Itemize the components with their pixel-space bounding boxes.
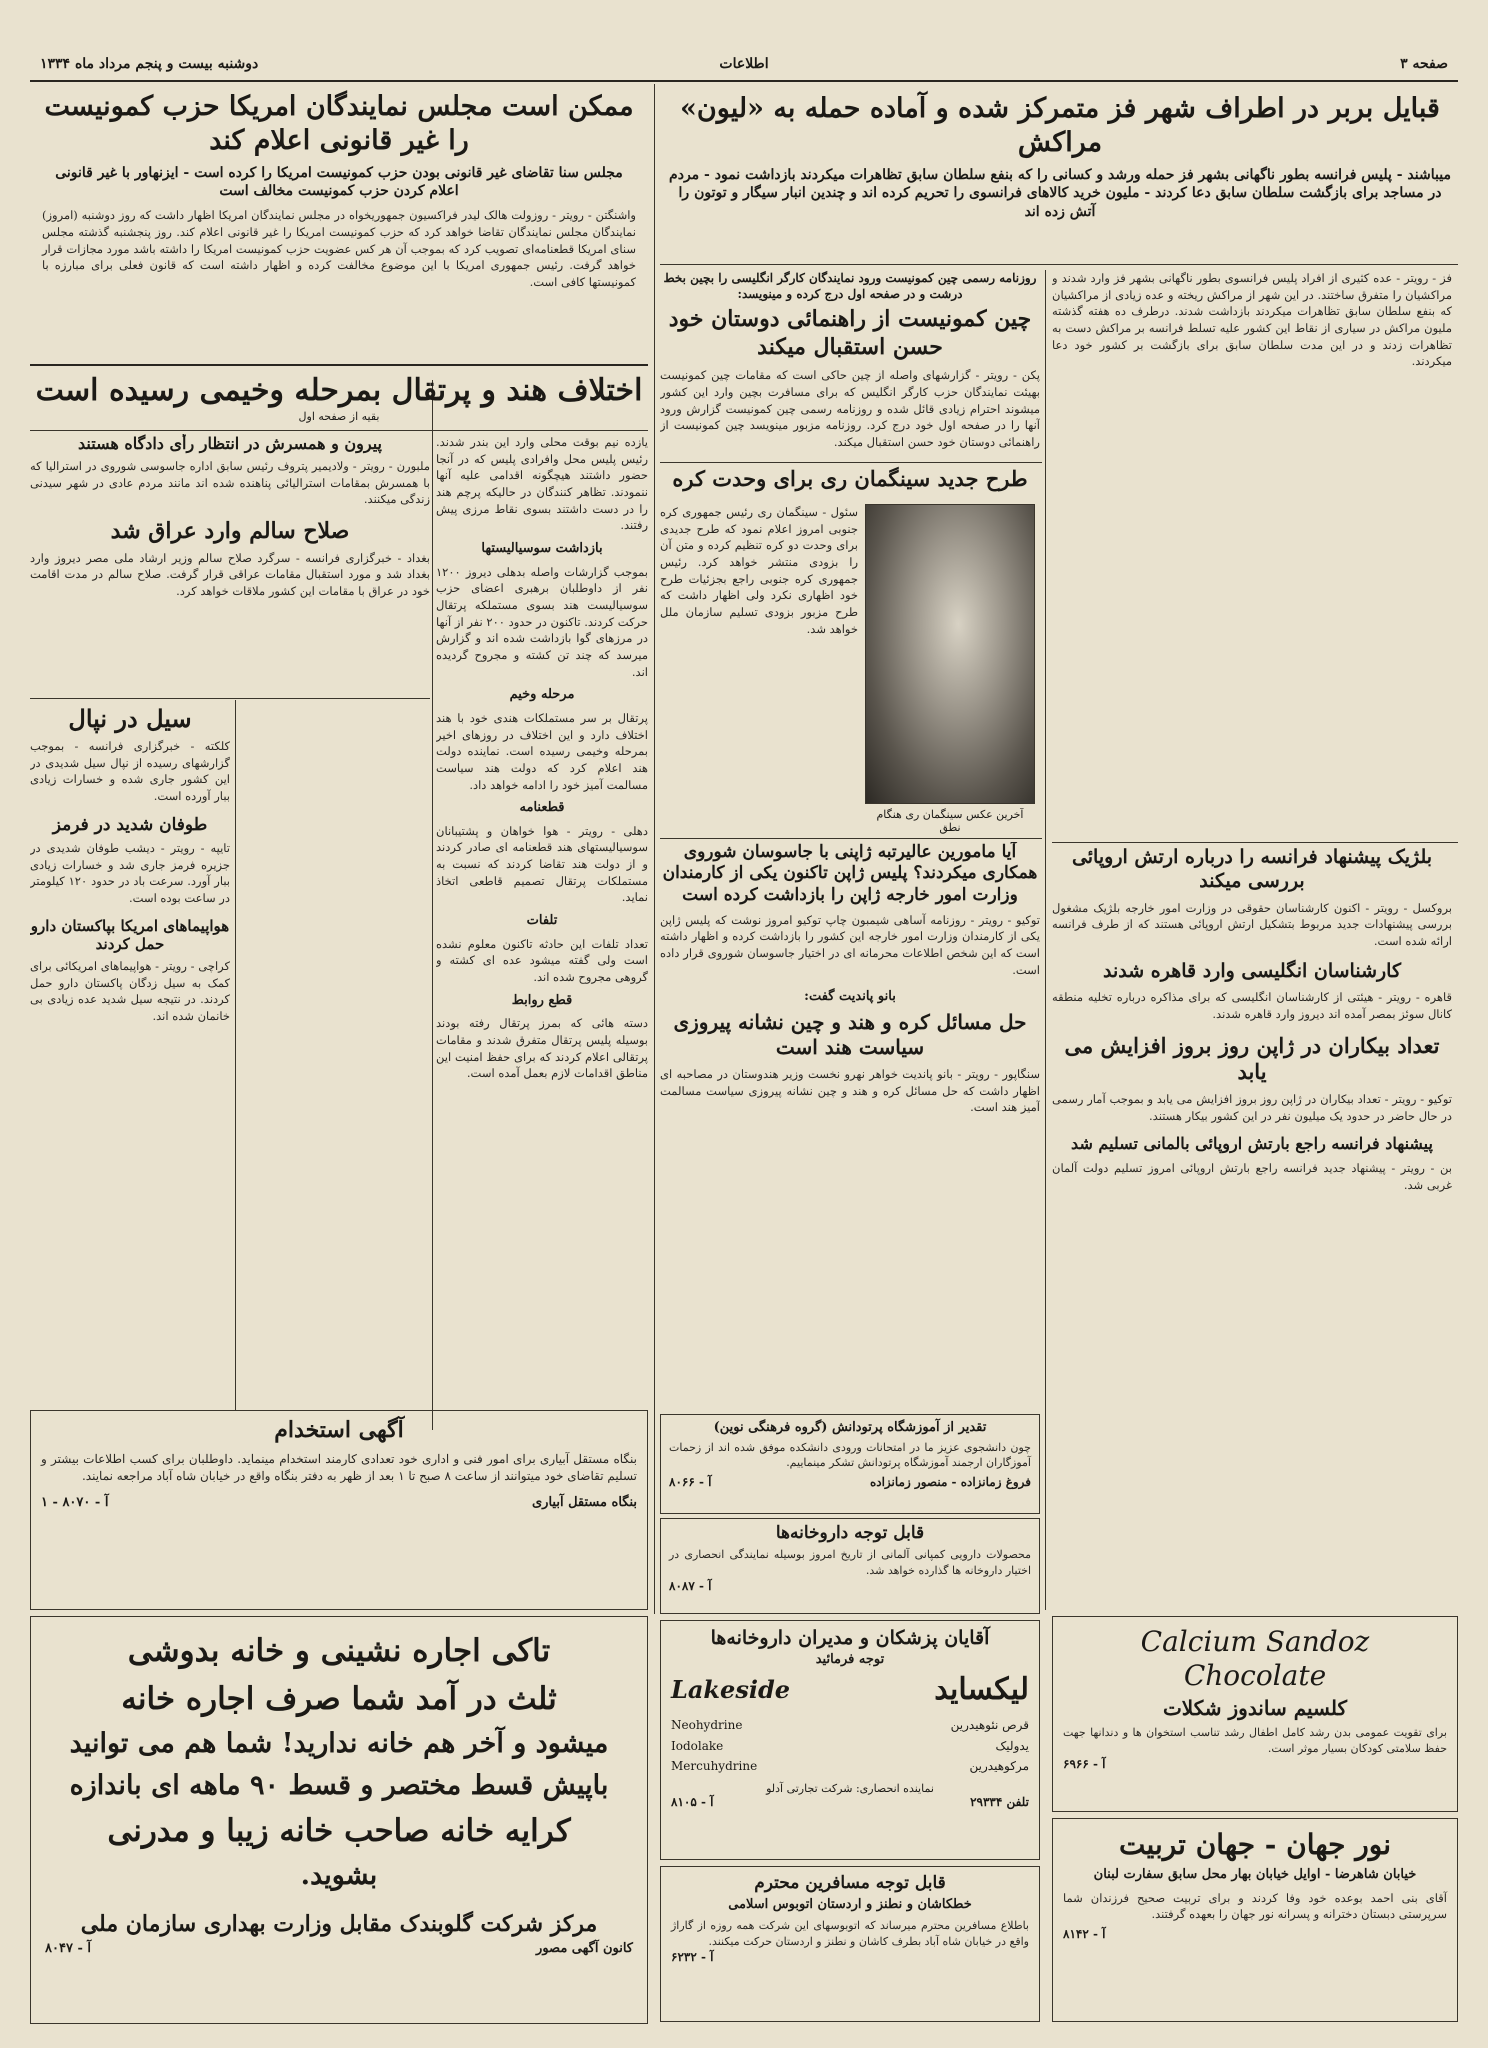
hiring-code: آ - ۸۰۷۰ - ۱ [41, 1495, 109, 1511]
calcium-title-1: Calcium Sandoz [1140, 1625, 1370, 1658]
hiring-notice [30, 1410, 648, 1610]
korea-headline: طرح جدید سینگمان ری برای وحدت کره [672, 466, 1028, 491]
congress-headline: ممکن است مجلس نمایندگان امریکا حزب کمونیست را غیر قانونی اعلام کند [44, 91, 634, 156]
india-portugal-text-2: بموجب گزارشات واصله بدهلی دیروز ۱۲۰۰ نفر از داوطلبان برهبری اعضای حزب سوسیالیست هند بسوی مستملکه پرتقال حرکت کردند. تاکنون در حدود ۲۰۰ نفر از آنها در مرزهای گوا بازداشت شده اند و گزارش میرسد که چند تن کشته و مجروح گردیده اند. [436, 564, 648, 679]
calcium-title-2: Chocolate [1183, 1658, 1327, 1692]
belgium-headline: بلژیک پیشنهاد فرانسه را درباره ارتش اروپائی بررسی میکند [1071, 846, 1433, 892]
lead-article [660, 86, 1460, 262]
salah-headline: صلاح سالم وارد عراق شد [110, 518, 350, 545]
india-portugal-sub-4: تلفات [526, 913, 558, 929]
congress-article [30, 86, 648, 362]
travel-subtitle: خطکاشان و نطنز و اردستان اتوبوس اسلامی [728, 1897, 972, 1913]
rental-code: آ - ۸۰۴۷ [45, 1940, 91, 1956]
china-article [660, 270, 1040, 460]
india-portugal-body [436, 434, 648, 1424]
lakeside-product-1: Neohydrine [671, 1718, 743, 1733]
cairo-body: قاهره - رویتر - هیئتی از کارشناسان انگلیسی که برای مذاکره درباره تخلیه منطقه کانال سوئز بمصر آمده اند دیروز وارد قاهره شدند. [1052, 990, 1452, 1021]
india-portugal-header [30, 368, 648, 428]
lead-subheadline: میباشند - پلیس فرانسه بطور ناگهانی بشهر فز حمله ورشد و کسانی را که بنفع سلطان سابق تظاهرات میکردند بازداشت نمود - مردم در مساجد برای بازگشت سلطان سابق دعا کردند - ملیون خرید کالاهای فرانسوی را تحریم کرده اند و چندین انبار سیگار و توتون را آتش زده اند [669, 166, 1451, 221]
rental-line-5: کرایه خانه صاحب خانه زیبا و مدرنی [107, 1812, 571, 1849]
rental-ad [30, 1616, 648, 2024]
rental-line-1: تاکی اجاره نشینی و خانه بدوشی [127, 1633, 551, 1669]
rhee-photo [865, 504, 1035, 804]
india-portugal-text-4: دهلی - رویتر - هوا خواهان و پشتیبانان سوسیالیستهای هند قطعنامه ای صادر کردند و از دولت هند تقاضا کردند که نسبت به مستملکات پرتقال تصمیم قاطعی اتخاذ نماید. [436, 823, 648, 905]
japan-unemployment-headline: تعداد بیکاران در ژاپن روز بروز افزایش می یابد [1064, 1032, 1440, 1084]
lakeside-phone: تلفن ۲۹۳۳۴ [970, 1795, 1029, 1810]
travel-title: قابل توجه مسافرین محترم [754, 1873, 946, 1893]
travel-code: آ - ۶۲۳۲ [671, 1949, 714, 1964]
school-notice-code: آ - ۸۰۶۶ [669, 1475, 712, 1490]
rental-agency: کانون آگهی مصور [536, 1940, 633, 1956]
lakeside-product-fa-3: مرکوهیدرین [969, 1759, 1029, 1774]
belgium-body: بروکسل - رویتر - اکنون کارشناسان حقوقی در وزارت امور خارجه بلژیک مشغول بررسی پیشنهادات جدید مربوط بتشکیل ارتش اروپائی هستند که از طرف فرانسه ارائه شده است. [1052, 900, 1452, 948]
calcium-sandoz-ad [1052, 1616, 1458, 1812]
typhoon-body: تایپه - رویتر - دیشب طوفان شدیدی در جزیره فرمز جاری شد و خسارات زیادی ببار آورد. سرعت باد در حدود ۱۲۰ کیلومتر در ساعت بوده است. [30, 840, 230, 905]
india-portugal-sub-3: قطعنامه [519, 800, 565, 816]
china-headline: چین کمونیست از راهنمائی دوستان خود حسن استقبال میکند [668, 306, 1032, 360]
pandit-body: سنگاپور - رویتر - بانو پاندیت خواهر نهرو نخست وزیر هندوستان در مصاحبه ای اظهار داشت که حل مسائل کره و هند و چین نشانه پیروزی سیاست مسالمت آمیز هند است. [660, 1066, 1040, 1115]
paper-name: اطلاعات [719, 56, 769, 72]
india-portugal-text-3: پرتقال بر سر مستملکات هندی خود با هند اختلاف دارد و این اختلاف در روزهای اخیر بمرحله وخیمی رسیده است. نماینده دولت هند اعلام کرد که دولت هند سیاست مسالمت آمیز خود را ادامه خواهد داد. [436, 710, 648, 792]
lead-body: فز - رویتر - عده کثیری از افراد پلیس فرانسوی بطور ناگهانی بشهر فز وارد شدند و مراکشیان را متفرق ساختند. در این شهر از مراکش ریخته و عده زیادی از مراکشیان که بنفع سلطان سابق تظاهرات میکردند بازداشت شدند. درطرف ده هفته گذشته ملیون مراکش در سیاری از نقاط این کشور علیه تسلط فرانسه بر مراکش دست به تظاهرات زدند و در این مدت سلطان سابق برای بازگشت بر کشور خود دعا میکردند. [1052, 271, 1452, 369]
right-column-news [1052, 846, 1452, 1606]
pharmacy-notice-title: قابل توجه داروخانه‌ها [775, 1523, 925, 1543]
lakeside-product-fa-2: یدولیک [995, 1738, 1029, 1753]
spy-body: توکیو - رویتر - روزنامه آساهی شیمبون چاپ توکیو امروز نوشت که پلیس ژاپن یکی از کارمندان وزارت امور خارجه این کشور را بازداشت کرده و اظهار داشته است که این شخص اطلاعات محرمانه ای در اختیار جاسوسان شوروی قرار داده است. [660, 912, 1040, 977]
hiring-body: بنگاه مستقل آبیاری برای امور فنی و اداری خود تعدادی کارمند استخدام مینماید. داوطلبان برای کسب اطلاعات بیشتر و تسلیم تقاضای خود میتوانند از ساعت ۸ صبح تا ۱ بعد از ظهر به دفتر بنگاه واقع در خیابان شاه آباد مراجعه نمایند. [41, 1451, 637, 1483]
lakeside-agent: نماینده انحصاری: شرکت تجارتی آدلو [766, 1782, 934, 1796]
india-portugal-sub-2: مرحله وخیم [509, 687, 575, 703]
india-portugal-text-5: تعداد تلفات این حادثه تاکنون معلوم نشده است ولی گفته میشود عده ای کشته و گروهی مجروح شده اند. [436, 936, 648, 984]
typhoon-headline: طوفان شدید در فرمز [52, 814, 208, 835]
lakeside-product-2: Iodolake [671, 1738, 724, 1753]
petrov-headline: پیرون و همسرش در انتظار رأی دادگاه هستند [78, 434, 382, 453]
pandit-headline: حل مسائل کره و هند و چین نشانه پیروزی سیاست هند است [673, 1009, 1027, 1059]
lakeside-product-fa-1: قرص نئوهیدرین [950, 1718, 1029, 1733]
flood-article [30, 704, 230, 1408]
petrov-article [30, 434, 430, 696]
page-number: صفحه ۳ [1400, 56, 1448, 72]
rental-line-2: ثلث در آمد شما صرف اجاره خانه [121, 1681, 557, 1718]
china-body: پکن - رویتر - گزارشهای واصله از چین حاکی است که مقامات چین کمونیست بهیئت نمایندگان حزب کارگر انگلیس که برای مسافرت بچین وارد این کشور میشوند احترام زیادی قائل شده و روزنامه رسمی چین کمونیست گزارش ورود آنها را در صفحه اول خود درج کرد. روزنامه مزبور مینویسد چین کمونیست از راهنمائی دوستان خود حسن استقبال میکند. [660, 368, 1040, 450]
congress-subheadline: مجلس سنا تقاضای غیر قانونی بودن حزب کمونیست امریکا را کرده است - ایزنهاور با غیر قانونی اعلام کردن حزب کمونیست مخالف است [55, 164, 623, 200]
india-portugal-text-1: یازده نیم بوقت محلی وارد این بندر شدند. رئیس پلیس محل وافرادی پلیس که در آنجا حضور داشتند هیچگونه اقدامی علیه آنها ننمودند. تظاهر کنندگان در حالیکه پرچم هند را در دست داشتند بسوی نقاط مرزی پیش رفتند. [436, 435, 648, 533]
rental-line-4: باپیش قسط مختصر و قسط ۹۰ ماهه ای باندازه [69, 1769, 609, 1801]
travel-ad [660, 1866, 1040, 2022]
school-notice-title: تقدیر از آموزشگاه پرتودانش (گروه فرهنگی نوین) [713, 1420, 987, 1435]
lakeside-brand-en: Lakeside [671, 1675, 791, 1705]
issue-date: دوشنبه بیست و پنجم مرداد ماه ۱۳۳۴ [40, 56, 259, 72]
noor-jahan-ad [1052, 1818, 1458, 2022]
rental-line-3: میشود و آخر هم خانه ندارید! شما هم می توانید [69, 1728, 609, 1760]
lakeside-product-3: Mercuhydrine [671, 1759, 758, 1774]
pharmacy-notice [660, 1518, 1040, 1614]
rhee-caption: آخرین عکس سینگمان ری هنگام نطق [876, 808, 1024, 834]
pandit-kicker: بانو پاندیت گفت: [804, 989, 896, 1005]
flood-headline: سیل در نپال [68, 704, 192, 733]
salah-body: بغداد - خبرگزاری فرانسه - سرگرد صلاح سالم وزیر ارشاد ملی مصر دیروز وارد بغداد شد و مورد استقبال مقامات عراقی قرار گرفت. صلاح سالم در مدت اقامت خود در عراق با مقامات این کشور ملاقات خواهد کرد. [30, 550, 430, 598]
india-portugal-headline: اختلاف هند و پرتقال بمرحله وخیمی رسیده است [35, 373, 643, 408]
korea-article [660, 466, 1040, 836]
india-portugal-note: بقیه از صفحه اول [298, 409, 380, 423]
travel-body: باطلاع مسافرین محترم میرساند که اتوبوسهای این شرکت همه روزه از گاراژ واقع در خیابان شاه آباد بطرف کاشان و نطنز و اردستان حرکت میکنند. [671, 1918, 1029, 1948]
lakeside-title: آقایان پزشکان و مدیران داروخانه‌ها [710, 1627, 990, 1649]
calcium-title-fa: کلسیم ساندوز شکلات [1162, 1696, 1348, 1721]
cairo-headline: کارشناسان انگلیسی وارد قاهره شدند [1102, 959, 1402, 982]
hiring-signature: بنگاه مستقل آبیاری [531, 1495, 637, 1511]
school-notice-body: چون دانشجوی عزیز ما در امتحانات ورودی دانشکده موفق شده اند از زحمات آموزگاران ارجمند آموزشگاه پرتودانش تشکر مینماییم. [669, 1440, 1031, 1470]
congress-body: واشنگتن - رویتر - روزولت هالک لیدر فراکسیون جمهوریخواه در مجلس نمایندگان امریکا اظهار داشت که روز دوشنبه (امروز) نمایندگان مجلس نمایندگان تقاضا خواهد کرد که حزب کمونیست امریکا را غیر قانونی اعلام کند. روز پنجشنبه گذشته مجلس سنای امریکا قطعنامه‌ای تصویب کرد که بموجب آن هر کس عضویت حزب کمونیست امریکا را داشته باشد مورد مجازات قرار خواهد گرفت. رئیس جمهوری امریکا با این موضوع مخالفت کرده و اظهار داشته است که قانون فعلی برای مبارزه با کمونیستها کافی است. [42, 208, 636, 289]
noor-code: آ - ۸۱۴۲ [1063, 1926, 1106, 1941]
school-notice [660, 1414, 1040, 1514]
korea-body: سئول - سینگمان ری رئیس جمهوری کره جنوبی امروز اعلام نمود که طرح جدیدی برای وحدت دو کره تنظیم کرده و متن آن را بزودی منتشر خواهد کرد. رئیس جمهوری کره جنوبی راجع بجزئیات طرح خود اظهاری نکرد ولی اظهار داشت که طرح مزبور بزودی تسلیم سازمان ملل خواهد شد. [660, 505, 858, 636]
noor-body: آقای بنی احمد بوعده خود وفا کردند و برای تربیت صحیح فرزندان شما سرپرستی دبستان دخترانه و پسرانه نور جهان را بعهده گرفتند. [1063, 1890, 1447, 1922]
spy-headline: آیا مامورین عالیرتبه ژاپنی با جاسوسان شوروی همکاری میکردند؟ پلیس ژاپن تاکنون یکی از کارمندان وزارت امور خارجه ژاپن را بازداشت کرده است [662, 842, 1038, 905]
noor-title: نور جهان - جهان تربیت [1119, 1828, 1391, 1861]
flood-body: کلکته - خبرگزاری فرانسه - بموجب گزارشهای رسیده از نپال سیل شدیدی در این کشور جاری شده و خسارات زیادی ببار آورده است. [30, 739, 230, 804]
india-portugal-text-6: دسته هائی که بمرز پرتقال رفته بودند بوسیله پلیس پرتقال متفرق شدند و مقامات پرتقالی اعلام کردند که برای حفظ امنیت این مناطق اقدامات لازم بعمل آمده است. [436, 1016, 648, 1081]
page-header [30, 52, 1458, 78]
petrov-body: ملبورن - رویتر - ولادیمیر پتروف رئیس سابق اداره جاسوسی شوروی در استرالیا که با همسرش بمقامات استرالیائی پناهنده شده اند مانند مردم عادی در شهر سیدنی زندگی میکنند. [30, 459, 430, 507]
school-notice-signature: فروغ زمانزاده - منصور زمانزاده [869, 1475, 1031, 1490]
european-army-headline: پیشنهاد فرانسه راجع بارتش اروپائی بالمانی تسلیم شد [1071, 1134, 1433, 1154]
pakistan-headline: هواپیماهای امریکا بپاکستان دارو حمل کردند [30, 916, 230, 954]
china-kicker: روزنامه رسمی چین کمونیست ورود نمایندگان کارگر انگلیسی را بچین بخط درشت و در صفحه اول درج کرده و مینویسد: [663, 271, 1037, 302]
lakeside-subtitle: توجه فرمائید [815, 1651, 885, 1667]
hiring-title: آگهی استخدام [274, 1417, 404, 1443]
spy-article [660, 842, 1040, 1412]
pharmacy-notice-body: محصولات دارویی کمپانی آلمانی از تاریخ امروز بوسیله نمایندگی انحصاری در اختیار داروخانه ها گذارده خواهد شد. [669, 1548, 1031, 1578]
noor-subtitle: خیابان شاهرضا - اوایل خیابان بهار محل سابق سفارت لبنان [1093, 1867, 1417, 1882]
japan-unemployment-body: توکیو - رویتر - تعداد بیکاران در ژاپن روز بروز افزایش می یابد و بموجب آمار رسمی در حال حاضر در حدود یک میلیون نفر در این کشور بیکار هستند. [1052, 1092, 1452, 1123]
pharmacy-notice-code: آ - ۸۰۸۷ [669, 1579, 712, 1594]
lakeside-brand-fa: لیکساید [934, 1672, 1029, 1708]
india-portugal-sub-5: قطع روابط [511, 992, 573, 1008]
lakeside-code: آ - ۸۱۰۵ [671, 1795, 714, 1810]
european-army-body: بن - رویتر - پیشنهاد جدید فرانسه راجع بارتش اروپائی امروز تسلیم دولت آلمان غربی شد. [1052, 1161, 1452, 1193]
india-portugal-sub-1: بازداشت سوسیالیستها [481, 541, 603, 557]
rental-line-6: بشوید. [300, 1859, 378, 1891]
calcium-body: برای تقویت عمومی بدن رشد کامل اطفال رشد تناسب استخوان ها و دندانها جهت حفظ سلامتی کودکان بسیار موثر است. [1063, 1726, 1447, 1756]
calcium-code: آ - ۶۹۶۶ [1063, 1757, 1106, 1772]
rental-footer: مرکز شرکت گلوبندک مقابل وزارت بهداری سازمان ملی [80, 1910, 598, 1937]
pakistan-body: کراچی - رویتر - هواپیماهای امریکائی برای کمک به سیل زدگان پاکستان دارو حمل کردند. در نتیجه سیل شدید عده زیادی بی خانمان شده اند. [30, 959, 230, 1024]
lead-headline: قبایل بربر در اطراف شهر فز متمرکز شده و آماده حمله به «لیون» مراکش [680, 93, 1440, 158]
lakeside-ad [660, 1620, 1040, 1860]
